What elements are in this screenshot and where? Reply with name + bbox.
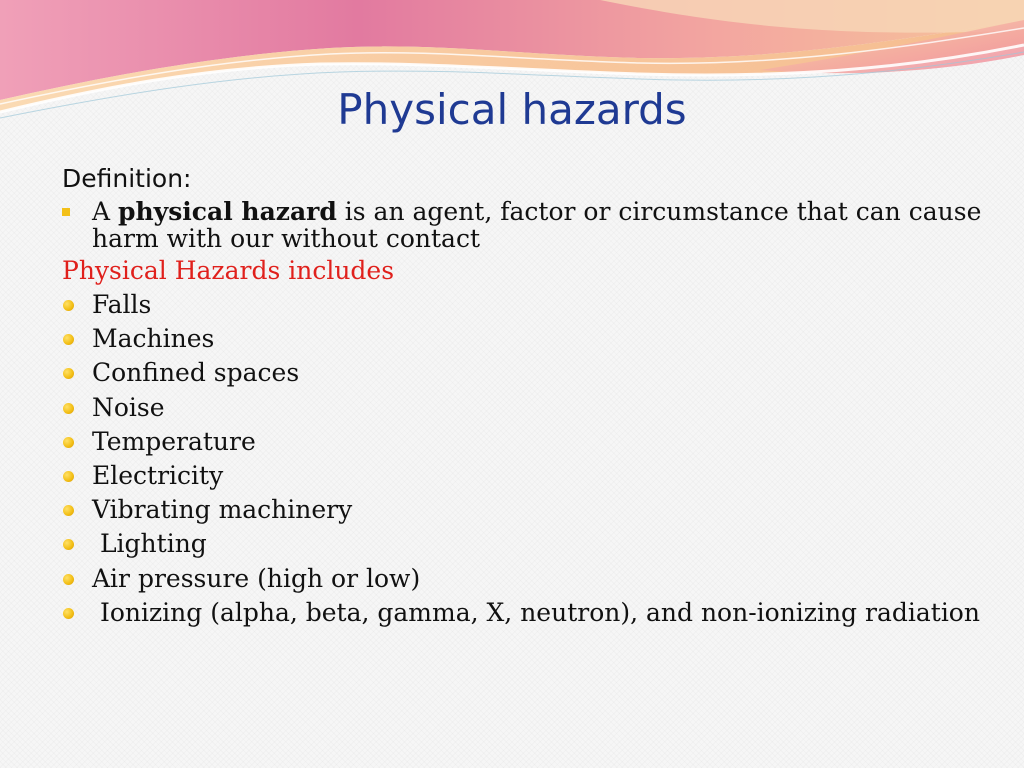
page-title: Physical hazards: [337, 85, 687, 134]
hazard-label: Confined spaces: [92, 358, 300, 388]
round-bullet-icon: [63, 608, 74, 619]
round-bullet-icon: [63, 574, 74, 585]
round-bullet-icon: [63, 539, 74, 550]
hazard-label: Falls: [92, 290, 152, 319]
round-bullet-icon: [63, 505, 74, 516]
round-bullet-icon: [63, 471, 74, 482]
hazard-label: Ionizing (alpha, beta, gamma, X, neutron), and non-ionizing radiation: [92, 597, 980, 627]
hazard-label: Lighting: [92, 529, 207, 559]
definition-label: Definition:: [62, 164, 192, 193]
round-bullet-icon: [63, 368, 74, 379]
slide-body: [62, 160, 982, 630]
list-item: [62, 391, 982, 425]
includes-heading: Physical Hazards includes: [62, 256, 395, 285]
list-item: [62, 459, 982, 493]
list-item: [62, 493, 982, 527]
round-bullet-icon: [63, 437, 74, 448]
list-item: [62, 527, 982, 561]
definition-text: is an agent, factor or circumstance that can cause harm with our without contact: [92, 197, 982, 253]
hazard-list: [62, 288, 982, 630]
list-item: [62, 562, 982, 596]
round-bullet-icon: [63, 300, 74, 311]
hazard-label: Air pressure (high or low): [92, 563, 421, 593]
list-item: [62, 322, 982, 356]
definition-prefix: A: [92, 197, 119, 226]
round-bullet-icon: [63, 403, 74, 414]
list-item: [62, 596, 982, 630]
hazard-label: Electricity: [92, 460, 224, 490]
definition-term: physical hazard: [118, 197, 337, 226]
hazard-label: Machines: [92, 324, 215, 354]
round-bullet-icon: [63, 334, 74, 345]
list-item: [62, 356, 982, 390]
definition-item: [62, 198, 982, 252]
list-item: [62, 425, 982, 459]
hazard-label: Vibrating machinery: [92, 495, 353, 525]
hazard-label: Temperature: [92, 426, 256, 456]
square-bullet-icon: [62, 208, 70, 216]
list-item: [62, 288, 982, 322]
hazard-label: Noise: [92, 392, 165, 422]
